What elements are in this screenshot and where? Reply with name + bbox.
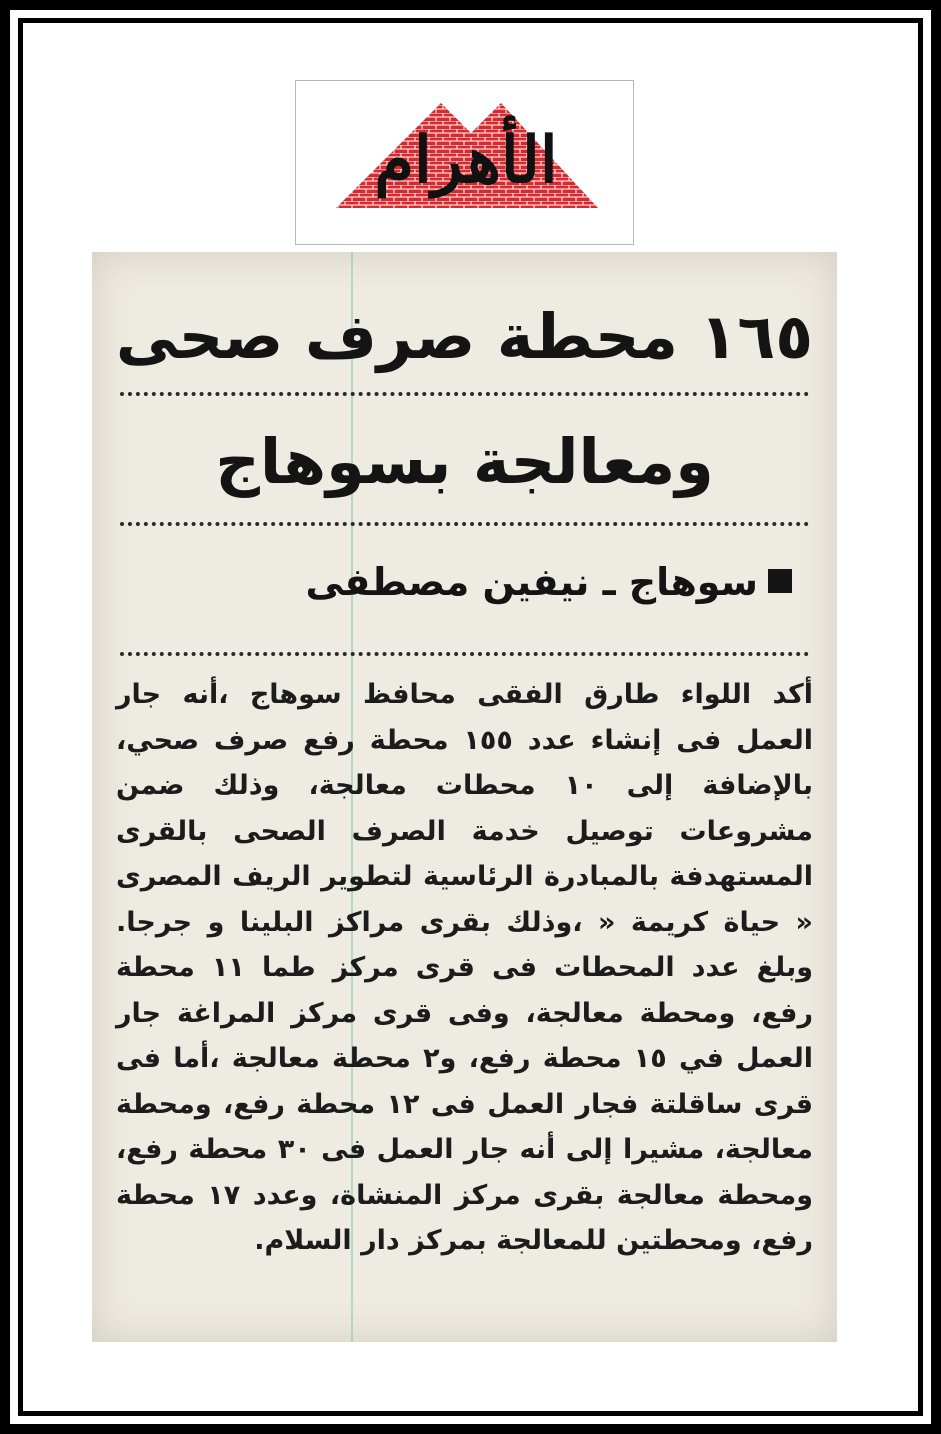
logo-wordmark: الأهرام: [374, 123, 558, 198]
masthead-logo: [295, 80, 634, 245]
dotted-divider: [120, 522, 809, 526]
headline-line-2: ومعالجة بسوهاج: [215, 425, 714, 498]
newspaper-clipping: [92, 252, 837, 1342]
headline-line-1: ١٦٥ محطة صرف صحى: [115, 300, 814, 373]
square-bullet-icon: [768, 569, 792, 593]
dotted-divider: [120, 652, 809, 656]
dotted-divider: [120, 392, 809, 396]
article-body: أكد اللواء طارق الفقى محافظ سوهاج ،أنه جار العمل فى إنشاء عدد ١٥٥ محطة رفع صرف صحي، بالإضافة إلى ١٠ محطات معالجة، وذلك ضمن مشروعات توصيل خدمة الصرف الصحى بالقرى المستهدفة بالمبادرة الرئاسية لتطوير الريف المصرى « حياة كريمة « ،وذلك بقرى مراكز البلينا و جرجا. وبلغ عدد المحطات فى قرى مركز طما ١١ محطة رفع، ومحطة معالجة، وفى قرى مركز المراغة جار العمل في ١٥ محطة رفع، و٢ محطة معالجة ،أما فى قرى ساقلتة فجار العمل فى ١٢ محطة رفع، ومحطة معالجة، مشيرا إلى أنه جار العمل فى ٣٠ محطة رفع، ومحطة معالجة بقرى مركز المنشاة، وعدد ١٧ محطة رفع، ومحطتين للمعالجة بمركز دار السلام.: [116, 679, 814, 1256]
byline: [306, 552, 793, 612]
byline-text: سوهاج ـ نيفين مصطفى: [305, 560, 758, 604]
